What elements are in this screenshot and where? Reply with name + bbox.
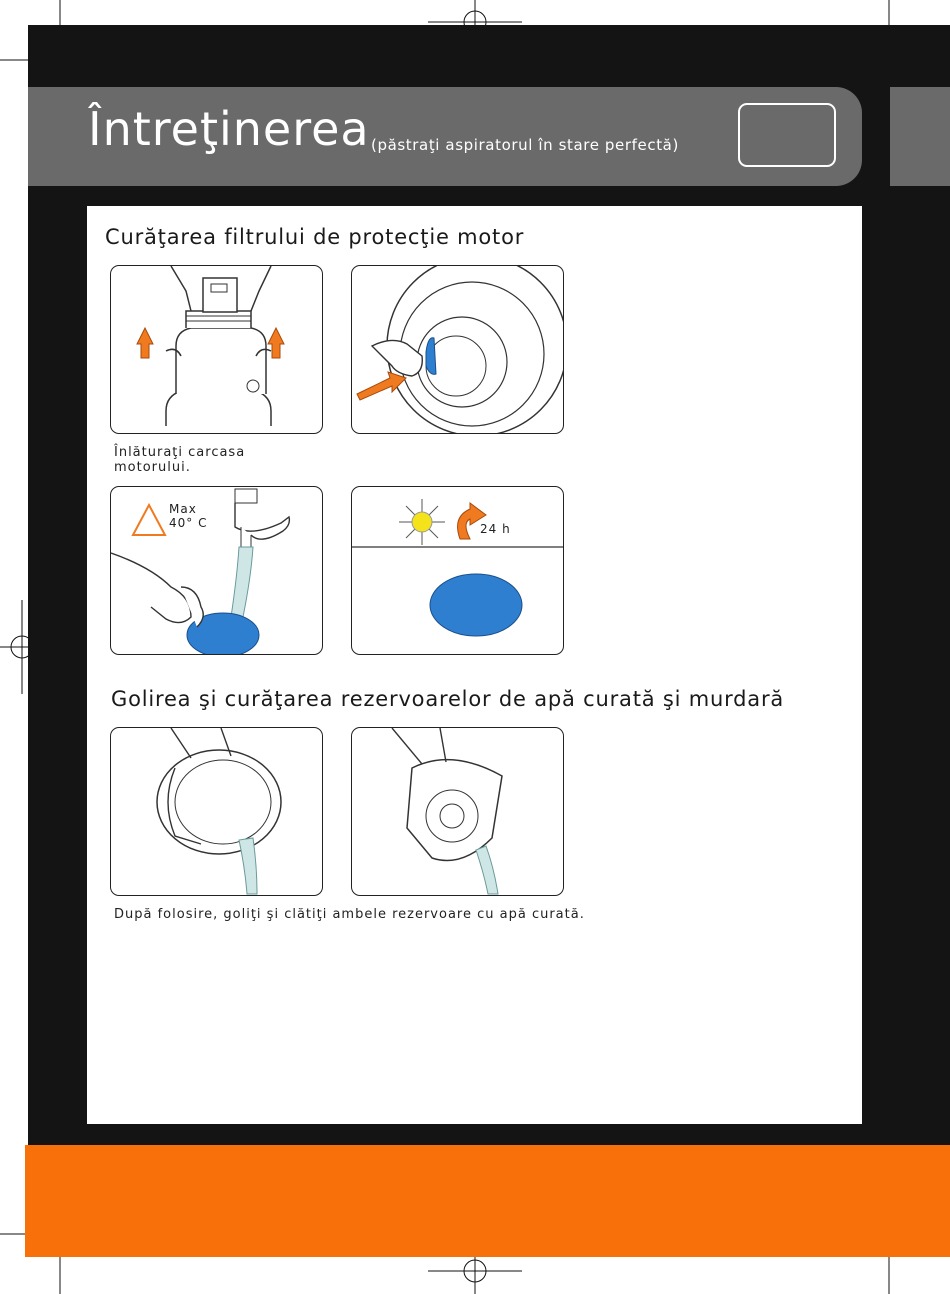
drying-time-label: 24 h bbox=[480, 522, 511, 536]
footer-band bbox=[25, 1145, 950, 1257]
illustration-empty-clean-tank bbox=[110, 727, 323, 896]
page-subtitle: (păstraţi aspiratorul în stare perfectă) bbox=[371, 136, 679, 154]
filter-caption: Înlăturaţi carcasa motorului. bbox=[114, 445, 246, 475]
header-side-tab bbox=[890, 87, 950, 186]
content-area bbox=[87, 206, 862, 1124]
illustration-dry-filter bbox=[351, 486, 564, 655]
arrow-left-icon bbox=[357, 372, 406, 400]
arrow-up-icon bbox=[268, 328, 284, 358]
page-title: Întreţinerea bbox=[88, 102, 370, 156]
section-heading-tanks: Golirea şi curăţarea rezervoarelor de apă curată şi murdară bbox=[111, 687, 785, 711]
temperature-label: Max 40° C bbox=[169, 502, 208, 530]
illustration-remove-housing bbox=[110, 265, 323, 434]
tanks-caption: După folosire, goliţi şi clătiţi ambele rezervoare cu apă curată. bbox=[114, 907, 585, 922]
page-number-box bbox=[738, 103, 836, 167]
illustration-wash-filter bbox=[110, 486, 323, 655]
arrow-up-icon bbox=[137, 328, 153, 358]
section-heading-filter: Curăţarea filtrului de protecţie motor bbox=[105, 225, 525, 249]
sun-icon bbox=[399, 499, 445, 545]
illustration-remove-filter bbox=[351, 265, 564, 434]
illustration-empty-dirty-tank bbox=[351, 727, 564, 896]
faucet-icon bbox=[235, 489, 289, 547]
warning-triangle-icon bbox=[133, 505, 165, 535]
